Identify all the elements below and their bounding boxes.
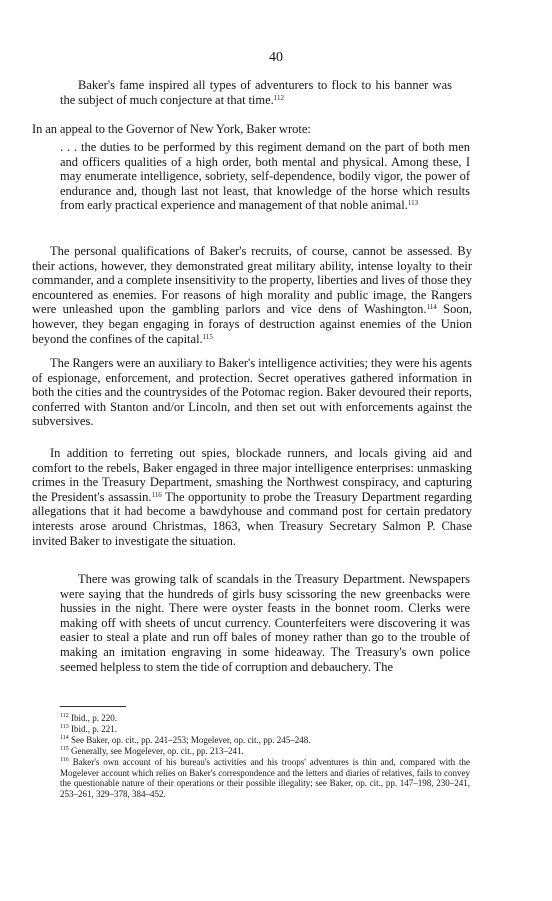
footnote-ref: 114 <box>426 303 437 312</box>
footnote-112 <box>60 713 470 724</box>
footnote-text: Ibid., p. 220. <box>71 713 118 723</box>
paragraph-appeal <box>32 122 472 137</box>
quote-text: There was growing talk of scandals in the Treasury Department. Newspapers were saying that the hundreds of girls busy scissoring the new greenbacks were hussies in the night. There were oyster feasts in the bonnet room. Clerks were making off with sheets of uncut currency. Counterfeiters were discovering it was easier to steal a plate and run off bales of money rather than go to the trouble of making an imitation engraving in some hideaway. The Treasury's own police seemed helpless to stem the tide of corruption and debauchery. The <box>60 572 470 674</box>
footnote-text: See Baker, op. cit., pp. 241–253; Mogelever, op. cit., pp. 245–248. <box>71 735 311 745</box>
quote-text: . . . the duties to be performed by this regiment demand on the part of both men and officers qualities of a high order, both mental and physical. Among these, I may enumerate intelligence, sobriety, self-dependence, bodily vigor, the power of endurance and, though last not least, that knowledge of the horse which results from early practical experience and management of that noble animal. <box>60 140 470 213</box>
paragraph-text-continued: The opportunity to probe the Treasury Department regarding allegations that it had become a bawdyhouse and command post for certain predatory interests arose around Christmas, 1863, when Treasury Secretary Salmon P. Chase invited Baker to investigate the situation. <box>32 489 472 548</box>
paragraph-fame <box>60 78 452 107</box>
block-quote <box>60 140 470 213</box>
footnote-number: 112 <box>60 713 69 719</box>
footnote-ref: 112 <box>273 93 285 102</box>
paragraph-text: Baker's fame inspired all types of adventurers to flock to his banner was the subject of much conjecture at that time. <box>60 78 452 107</box>
footnote-number: 116 <box>60 757 69 763</box>
paragraph-text-continued: Soon, however, they began engaging in forays of destruction against enemies of the Union beyond the confines of the capital. <box>32 302 472 346</box>
paragraph-qualifications <box>32 244 472 346</box>
footnote-ref: 113 <box>407 199 419 208</box>
footnote-116 <box>60 757 470 799</box>
footnote-number: 115 <box>60 746 69 752</box>
footnote-text: Ibid., p. 221. <box>71 724 118 734</box>
footnote-divider <box>60 706 126 707</box>
footnote-115 <box>60 746 470 757</box>
paragraph-ferreting <box>32 446 472 548</box>
footnote-text: Generally, see Mogelever, op. cit., pp. 213–241. <box>71 746 244 756</box>
footnote-number: 113 <box>60 724 69 730</box>
paragraph-text: The personal qualifications of Baker's recruits, of course, cannot be assessed. By their actions, however, they demonstrated great military ability, intense loyalty to their commander, and a complete insensitivity to the property, liberties and lives of those they encountered as enemies. For reasons of high morality and public image, the Rangers were unleashed upon the gambling parlors and vice dens of Washington. <box>32 244 472 317</box>
footnote-text: Baker's own account of his bureau's activities and his troops' adventures is thin and, compared with the Mogelever account which relies on Baker's correspondence and the letters and diaries of relatives, fails to convey the questionable nature of their operations or their possible illegality; see Baker, op. cit., pp. 147–198, 230–241, 253–261, 329–378, 384–452. <box>60 757 471 799</box>
footnote-114 <box>60 735 470 746</box>
footnote-113 <box>60 724 470 735</box>
paragraph-rangers <box>32 356 472 429</box>
paragraph-text: In an appeal to the Governor of New York, Baker wrote: <box>32 122 311 136</box>
paragraph-text: In addition to ferreting out spies, blockade runners, and locals giving aid and comfort to the rebels, Baker engaged in three major intelligence enterprises: unmasking crimes in the Treasury Department, smashing the Northwest conspiracy, and capturing the President's assassin. <box>32 446 472 504</box>
footnote-ref: 116 <box>151 490 162 499</box>
footnote-number: 114 <box>60 735 69 741</box>
block-quote-treasury <box>60 572 470 674</box>
page-number: 40 <box>269 50 283 65</box>
paragraph-text: The Rangers were an auxiliary to Baker's intelligence activities; they were his agents of espionage, enforcement, and protection. Secret operatives gathered information in both the cities and the countrysides of the Potomac region. Baker devoured their reports, conferred with Stanton and/or Lincoln, and then set out with enforcements against the subversives. <box>32 356 472 429</box>
footnote-ref: 115 <box>202 332 213 341</box>
